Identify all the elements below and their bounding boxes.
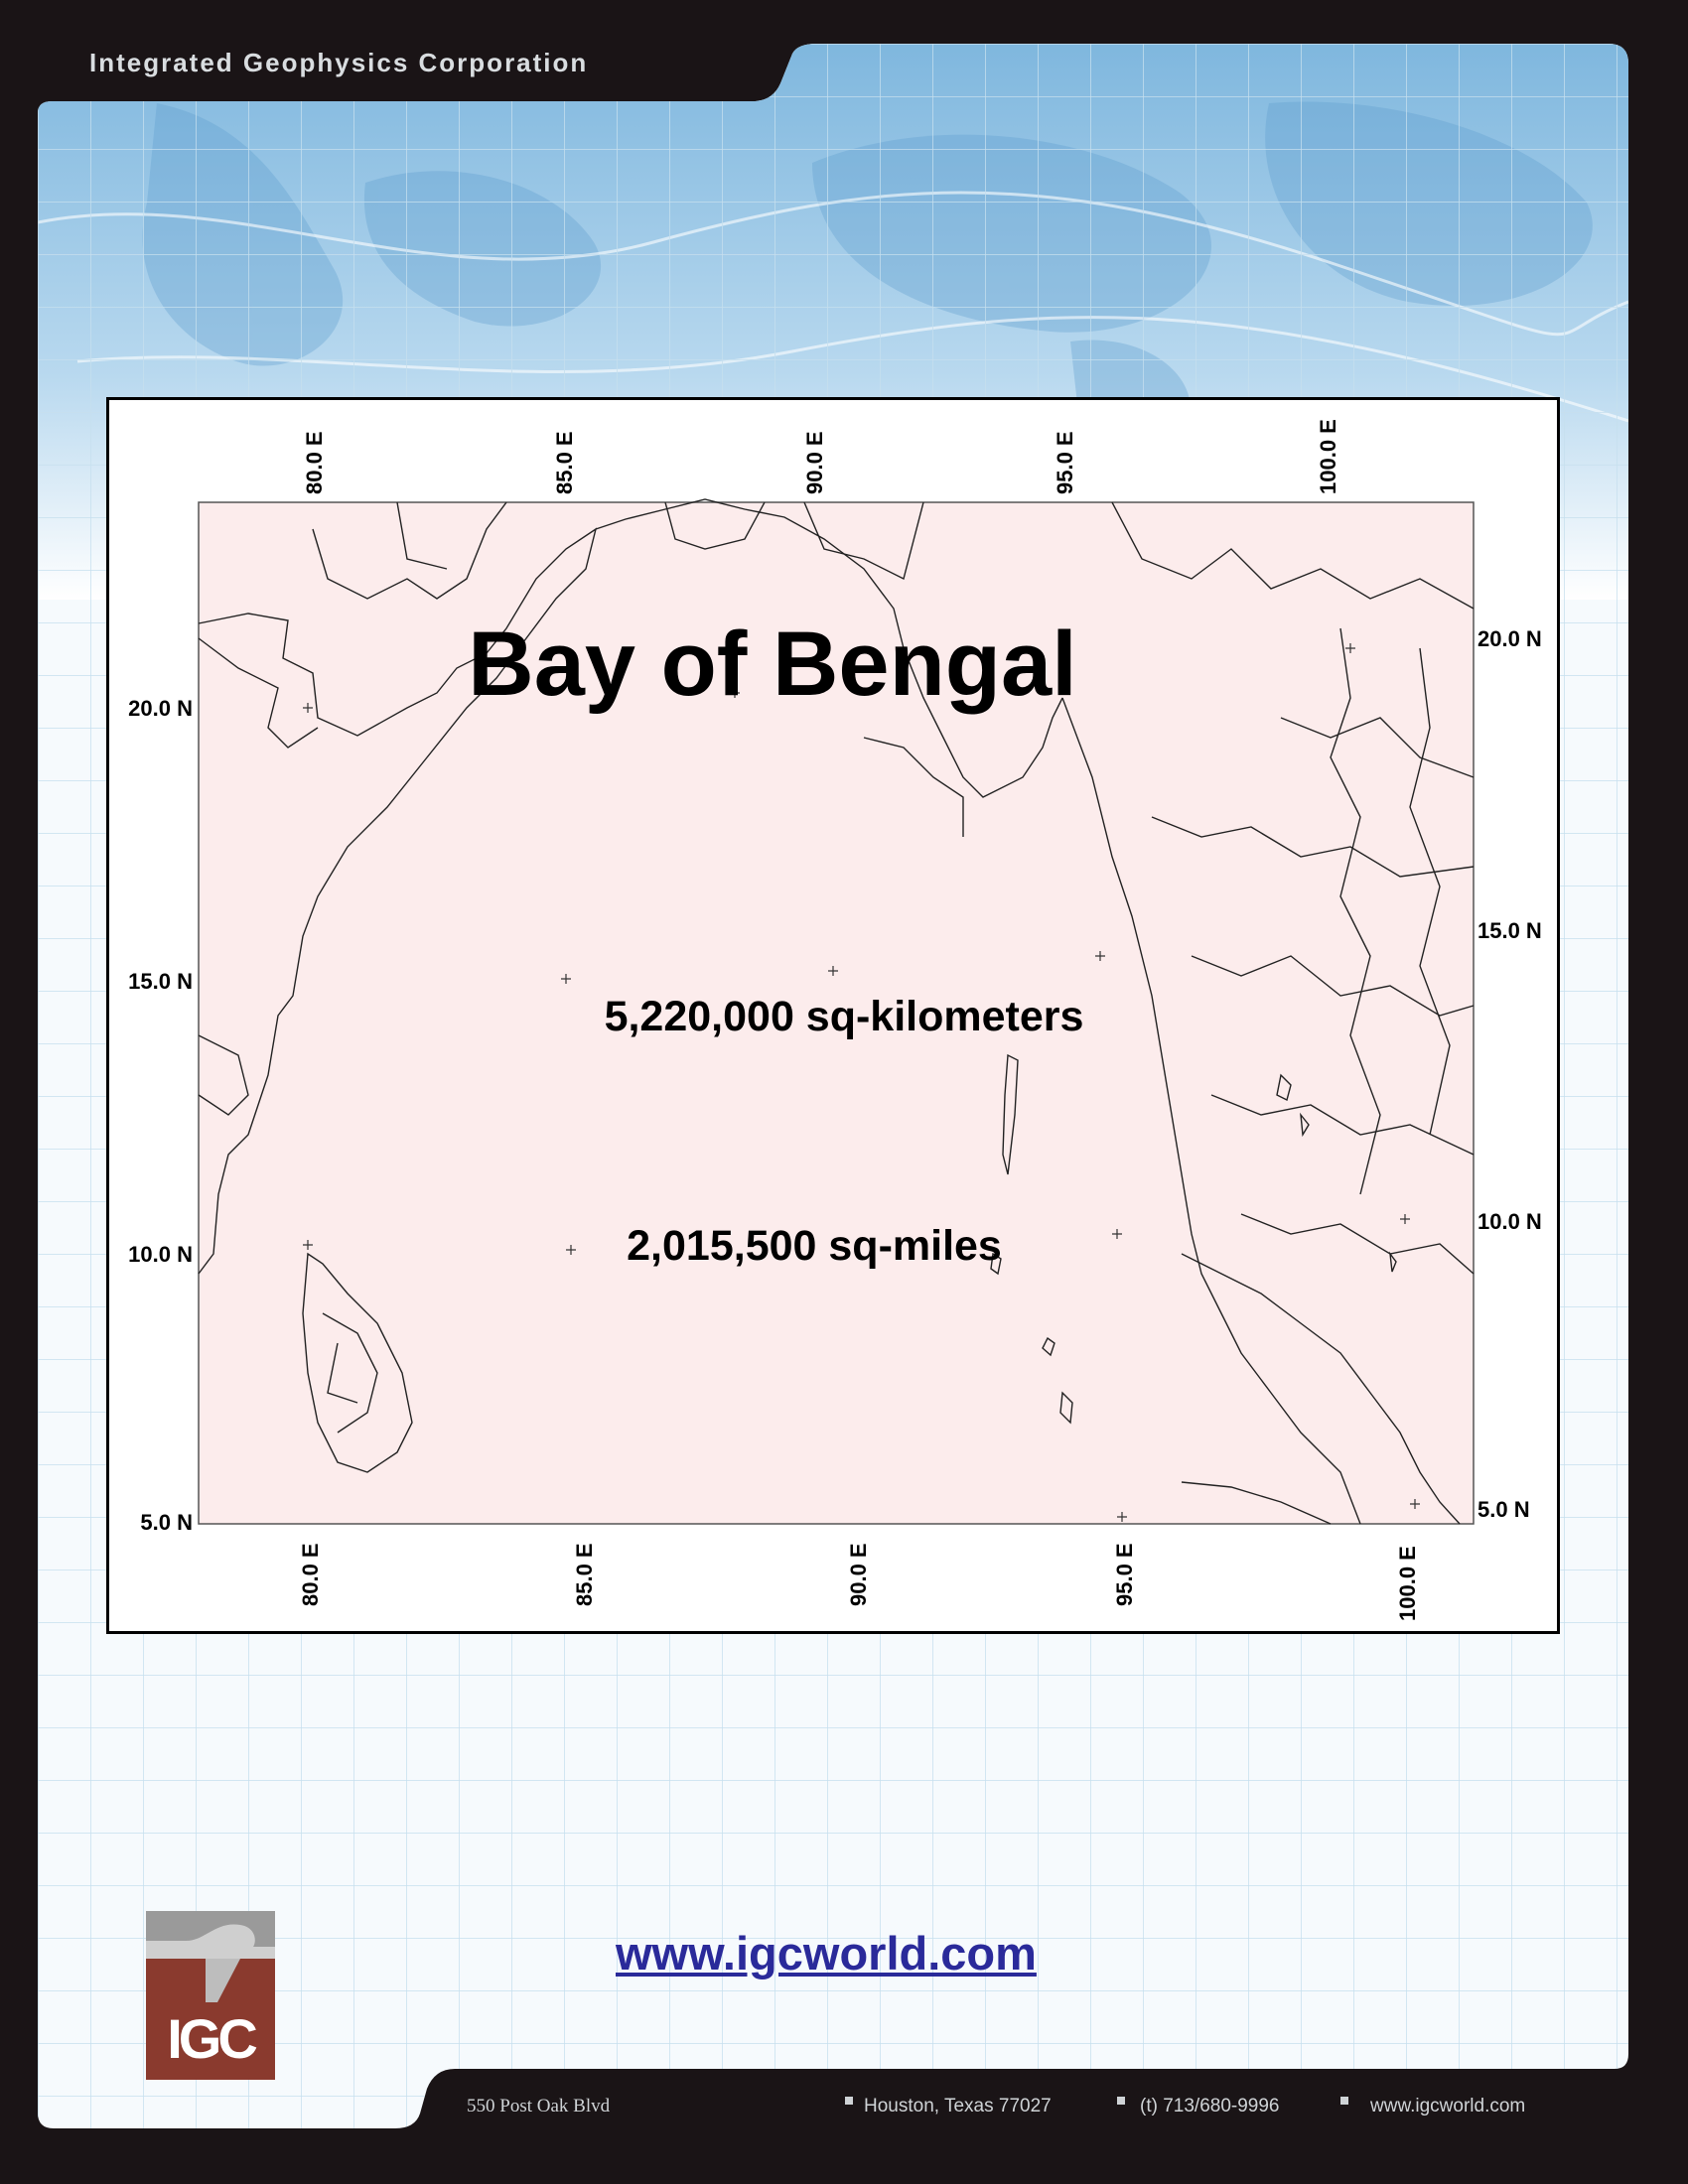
right-lat-label: 10.0 N (1477, 1209, 1542, 1234)
map-title: Bay of Bengal (468, 614, 1077, 715)
top-lon-label: 100.0 E (1316, 419, 1340, 494)
left-lat-label: 5.0 N (140, 1510, 193, 1535)
footer-phone: (t) 713/680-9996 (1140, 2096, 1280, 2116)
left-lat-label: 10.0 N (128, 1242, 193, 1267)
right-lat-label: 5.0 N (1477, 1497, 1530, 1522)
bottom-lon-label: 95.0 E (1112, 1543, 1137, 1606)
bottom-lon-label: 85.0 E (572, 1543, 597, 1606)
footer-bullet (1117, 2097, 1125, 2105)
company-name: Integrated Geophysics Corporation (89, 48, 589, 77)
website-link[interactable]: www.igcworld.com (616, 1927, 1037, 1979)
footer-city: Houston, Texas 77027 (864, 2096, 1052, 2116)
map-svg (109, 400, 1557, 1631)
top-lon-label: 95.0 E (1053, 431, 1077, 494)
footer-website[interactable]: www.igcworld.com (1370, 2096, 1526, 2116)
footer-bullet (845, 2097, 853, 2105)
footer-bullet (1340, 2097, 1348, 2105)
top-lon-label: 90.0 E (802, 431, 827, 494)
map-frame (106, 397, 1560, 1634)
left-lat-label: 15.0 N (128, 969, 193, 994)
bottom-lon-label: 80.0 E (298, 1543, 323, 1606)
left-lat-label: 20.0 N (128, 696, 193, 721)
top-lon-label: 85.0 E (552, 431, 577, 494)
right-lat-label: 20.0 N (1477, 626, 1542, 651)
top-lon-label: 80.0 E (302, 431, 327, 494)
bottom-lon-label: 90.0 E (846, 1543, 871, 1606)
igc-logo (146, 1911, 275, 2080)
bottom-lon-label: 100.0 E (1395, 1546, 1420, 1621)
footer-address: 550 Post Oak Blvd (467, 2096, 611, 2116)
right-lat-label: 15.0 N (1477, 918, 1542, 943)
area-miles: 2,015,500 sq-miles (627, 1222, 1002, 1270)
logo-text: IGC (167, 2007, 254, 2070)
area-kilometers: 5,220,000 sq-kilometers (604, 993, 1084, 1040)
